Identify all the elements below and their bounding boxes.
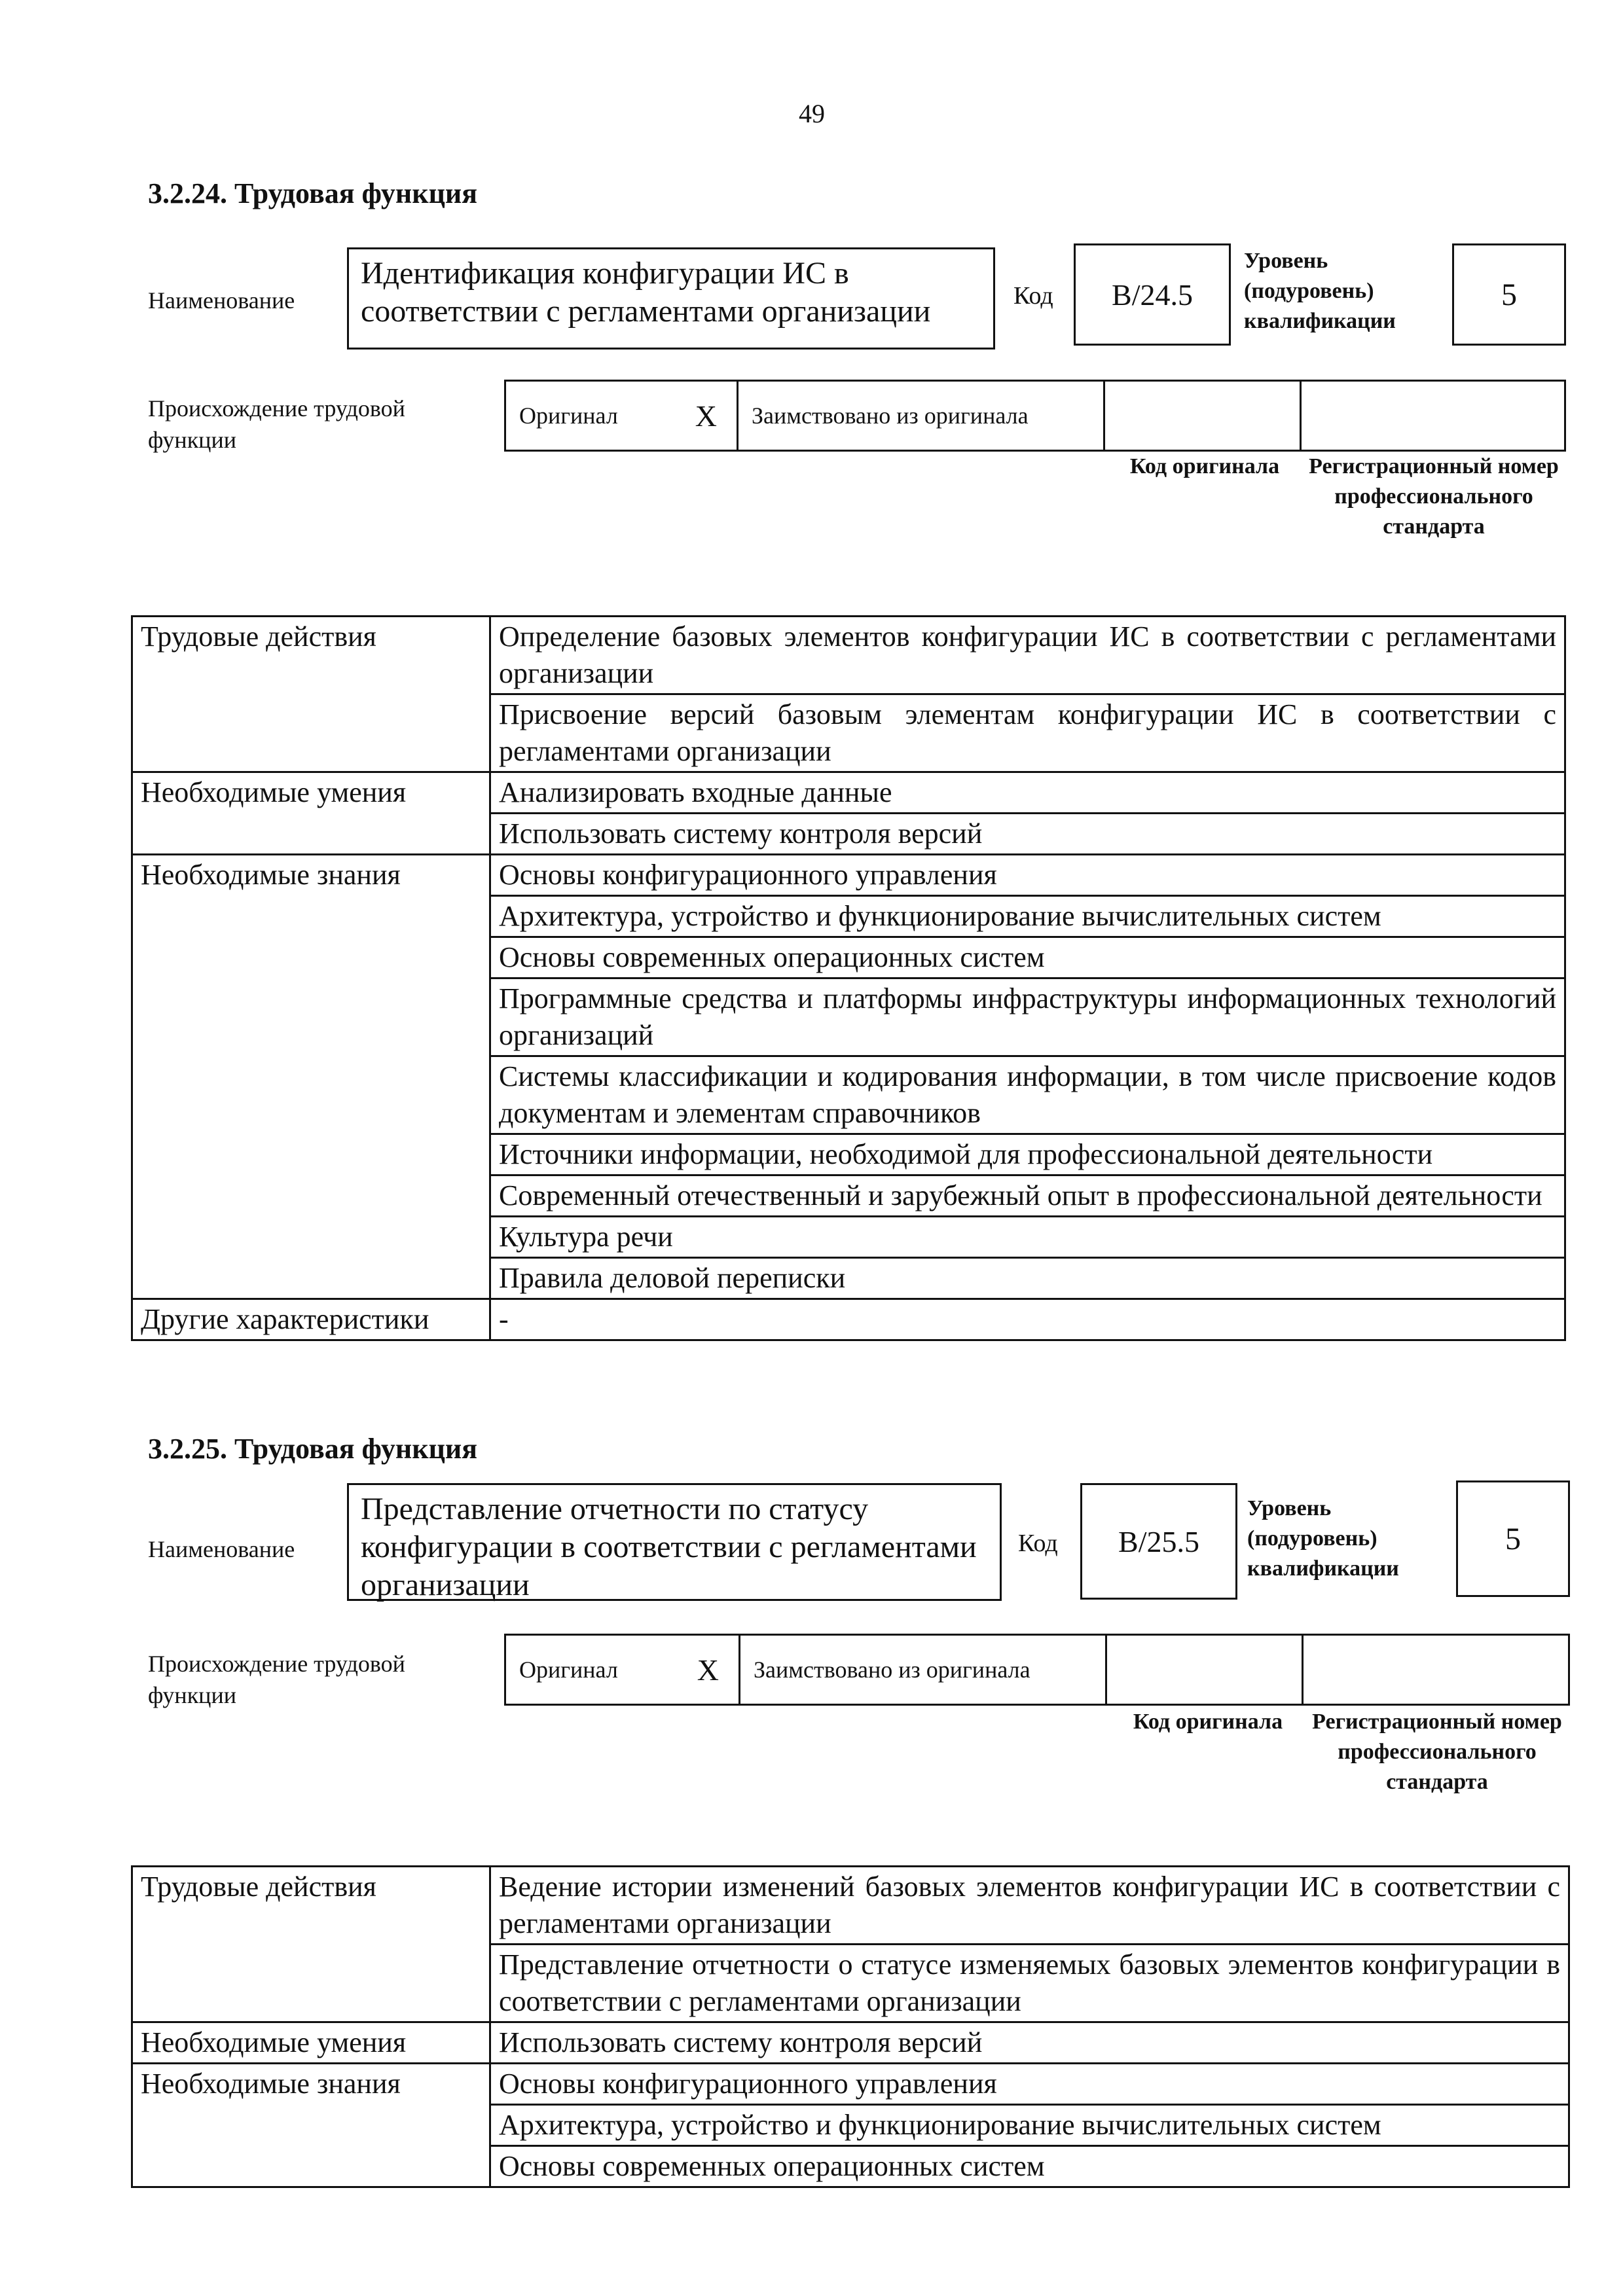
origin-label: Происхождение трудовой функции [148, 1651, 405, 1708]
origin-borrowed-label: Заимствовано из оригинала [752, 403, 1029, 429]
row-item: Использовать систему контроля версий [490, 2022, 1569, 2064]
caption-registration-number: Регистрационный номер профессионального стандарта [1309, 454, 1559, 539]
registration-number-cell [1302, 382, 1564, 450]
row-category: Необходимые умения [132, 2022, 490, 2064]
page-number: 49 [799, 99, 825, 128]
level-box: 5 [1456, 1480, 1570, 1597]
origin-original-cell [506, 1636, 740, 1704]
function-name-box: Представление отчетности по статусу конфигурации в соответствии с регламентами организации [347, 1483, 1002, 1601]
function-name-box: Идентификация конфигурации ИС в соответствии с регламентами организации [347, 247, 995, 350]
row-item: Основы конфигурационного управления [490, 855, 1565, 896]
origin-mark: X [695, 399, 717, 433]
row-item: Представление отчетности о статусе изменяемых базовых элементов конфигурации в соответствии с регламентами организации [490, 1945, 1569, 2022]
level-label: Уровень (подуровень) квалификации [1244, 249, 1396, 333]
level-label: Уровень (подуровень) квалификации [1247, 1496, 1399, 1581]
row-category: Необходимые знания [132, 2064, 490, 2187]
table-row [132, 1299, 1565, 1340]
caption-original-code: Код оригинала [1133, 1710, 1283, 1734]
table-row [132, 617, 1565, 694]
row-item: Архитектура, устройство и функционирование вычислительных систем [490, 2105, 1569, 2146]
row-item: Архитектура, устройство и функционирование вычислительных систем [490, 896, 1565, 937]
original-code-cell [1105, 382, 1302, 450]
table-row [132, 1867, 1569, 1945]
row-item: Основы современных операционных систем [490, 2146, 1569, 2187]
code-box: B/24.5 [1074, 243, 1231, 346]
original-code-cell [1107, 1636, 1304, 1704]
origin-label: Происхождение трудовой функции [148, 395, 405, 453]
row-item: Присвоение версий базовым элементам конфигурации ИС в соответствии с регламентами организации [490, 694, 1565, 772]
row-item: Программные средства и платформы инфраструктуры информационных технологий организаций [490, 978, 1565, 1056]
row-item: Современный отечественный и зарубежный опыт в профессиональной деятельности [490, 1175, 1565, 1217]
row-category: Необходимые знания [132, 855, 490, 1299]
row-category: Необходимые умения [132, 772, 490, 855]
name-label: Наименование [148, 287, 295, 314]
origin-row [504, 1634, 1570, 1706]
row-item: Основы современных операционных систем [490, 937, 1565, 978]
row-item: Анализировать входные данные [490, 772, 1565, 814]
caption-original-code: Код оригинала [1129, 454, 1280, 478]
row-item: Основы конфигурационного управления [490, 2064, 1569, 2105]
origin-original-cell [506, 382, 739, 450]
table-row [132, 772, 1565, 814]
row-item: Источники информации, необходимой для профессиональной деятельности [490, 1134, 1565, 1175]
function-table-25.5 [131, 1865, 1570, 2188]
code-box: B/25.5 [1080, 1483, 1237, 1600]
row-item: Использовать систему контроля версий [490, 814, 1565, 855]
origin-row [504, 380, 1566, 452]
section-heading: 3.2.24. Трудовая функция [148, 177, 478, 209]
level-box: 5 [1452, 243, 1566, 346]
row-item: Правила деловой переписки [490, 1258, 1565, 1299]
table-row [132, 855, 1565, 896]
origin-borrowed-label: Заимствовано из оригинала [754, 1657, 1030, 1683]
row-item: Ведение истории изменений базовых элементов конфигурации ИС в соответствии с регламентами организации [490, 1867, 1569, 1945]
table-row [132, 2064, 1569, 2105]
caption-registration-number: Регистрационный номер профессионального стандарта [1312, 1710, 1562, 1794]
row-category: Трудовые действия [132, 1867, 490, 2022]
row-category: Другие характеристики [132, 1299, 490, 1340]
table-row [132, 2022, 1569, 2064]
row-category: Трудовые действия [132, 617, 490, 772]
origin-original-label: Оригинал [519, 403, 618, 429]
registration-number-cell [1304, 1636, 1568, 1704]
section-heading: 3.2.25. Трудовая функция [148, 1433, 478, 1465]
code-label: Код [1018, 1530, 1058, 1557]
function-table-24.5 [131, 615, 1566, 1341]
code-label: Код [1013, 282, 1053, 310]
origin-borrowed-cell [739, 382, 1105, 450]
origin-borrowed-cell [740, 1636, 1107, 1704]
origin-original-label: Оригинал [519, 1657, 618, 1683]
row-item: - [490, 1299, 1565, 1340]
row-item: Системы классификации и кодирования информации, в том числе присвоение кодов документам и элементам справочников [490, 1056, 1565, 1134]
origin-mark: X [697, 1653, 719, 1687]
name-label: Наименование [148, 1536, 295, 1562]
row-item: Культура речи [490, 1217, 1565, 1258]
row-item: Определение базовых элементов конфигурации ИС в соответствии с регламентами организации [490, 617, 1565, 694]
